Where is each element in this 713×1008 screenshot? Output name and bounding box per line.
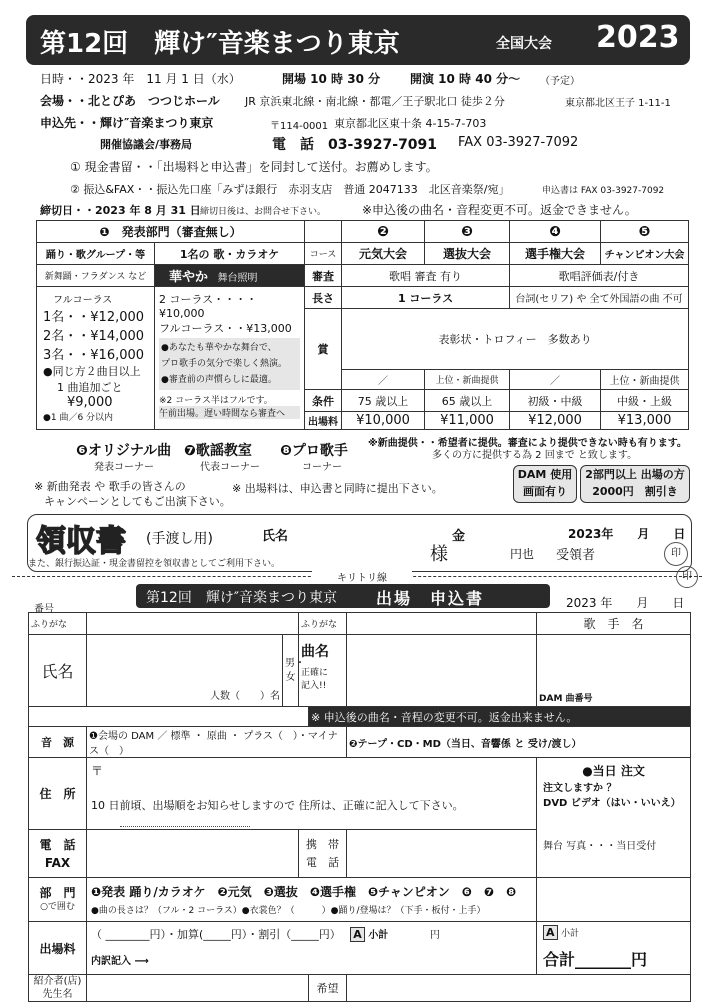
receipt-yen: 円也 bbox=[510, 547, 535, 561]
dept-sub: ●曲の長さは？（フル・2 コーラス）●衣裳色？（ ）●踊り/登場は？（下手・板付・上手） bbox=[91, 906, 486, 916]
row-award-label: 賞 bbox=[305, 309, 342, 390]
source-option-2[interactable]: ❷テープ・CD・MD（当日、音響係 と 受け/渡し） bbox=[347, 727, 691, 758]
award-r2-4: 上位・新曲提供 bbox=[601, 370, 689, 390]
total-a-box: A bbox=[543, 925, 558, 940]
organizer: 開催協議会/事務局 bbox=[100, 138, 193, 151]
fee-4: ¥13,000 bbox=[601, 412, 689, 430]
fee-3: ¥12,000 bbox=[510, 412, 601, 430]
fax-label: FAX bbox=[44, 855, 71, 870]
receipt-sama: 様 bbox=[430, 544, 448, 565]
dam-label: DAM 曲番号 bbox=[539, 694, 593, 704]
deadline: 締切日・・2023 年 8 月 31 日 bbox=[40, 204, 201, 217]
discount-badge: 2部門以上 出場の方 2000円 割引き bbox=[580, 465, 690, 503]
receipt-note: また、銀行振込証・現金書留控を領収書としてご利用下さい。 bbox=[28, 559, 281, 569]
furigana-label: ふりがな bbox=[29, 613, 87, 635]
level-genki: 元気大会 bbox=[342, 243, 425, 265]
award-r2-1: ／ bbox=[342, 370, 425, 390]
venue-access: JR 京浜東北線・南北線・都電／王子駅北口 徒歩２分 bbox=[245, 95, 505, 108]
singer-label: 歌 手 名 bbox=[537, 613, 691, 635]
award-r2-2: 上位・新曲提供 bbox=[425, 370, 510, 390]
receipt-seal: 印 bbox=[664, 542, 688, 566]
cat6-label: ❻オリジナル曲 bbox=[76, 443, 172, 459]
song-label: 曲名 bbox=[301, 644, 329, 660]
door-open: 開場 10 時 30 分 bbox=[282, 72, 381, 86]
persons-label: 人数（ ）名 bbox=[210, 691, 280, 702]
address-note: 10 日前頃、出場順をお知らせしますので 住所は、正確に記入して下さい。 bbox=[91, 799, 464, 812]
award-c1: 表彰状・トロフィー 多数あり bbox=[342, 309, 689, 370]
cat7-sub: 代表コーナー bbox=[200, 462, 260, 473]
receipt-date: 2023年 月 日 bbox=[568, 527, 686, 541]
day-of-title: ●当日 注文 bbox=[582, 764, 645, 778]
cut-line-label: キリトリ線 bbox=[312, 569, 412, 584]
phone-dotted-line bbox=[120, 826, 250, 827]
furigana-input[interactable] bbox=[87, 613, 299, 635]
course-label: コース bbox=[305, 243, 342, 265]
cond-2: 65 歳以上 bbox=[425, 390, 510, 412]
solo-desc-3: ●審査前の声慣らしに最適。 bbox=[161, 375, 277, 385]
introducer-input[interactable] bbox=[87, 975, 309, 1002]
source-option-1[interactable]: ❶会場の DAM ／ 標準 ・ 原曲 ・ プラス（ ）・マイナス（ ） bbox=[87, 727, 347, 758]
dept-label-cell bbox=[29, 878, 87, 922]
name-label: 氏名 bbox=[29, 635, 87, 707]
event-subtitle: 全国大会 bbox=[496, 36, 552, 52]
price-1: 1名・・¥12,000 bbox=[43, 310, 145, 325]
apply-to: 申込先・・輝け″音楽まつり東京 bbox=[40, 116, 214, 130]
solo-note-2a: ※2 コーラス半はフルです。 bbox=[159, 396, 273, 406]
fee-subtotal: 小計 bbox=[368, 930, 389, 941]
apply-address: 東京都北区東十条 4-15-7-703 bbox=[334, 117, 487, 130]
dept-circle-note: ○で囲む bbox=[40, 901, 75, 912]
name-input[interactable] bbox=[87, 635, 283, 707]
method-fax: 申込書は FAX 03-3927-7092 bbox=[542, 186, 665, 196]
application-form bbox=[28, 612, 691, 1002]
event-title: 第12回 輝け″音楽まつり東京 bbox=[40, 29, 400, 59]
presentation-header: ❶ 発表部門（審査無し） bbox=[37, 221, 305, 243]
length-c2: 台詞(セリフ) や 全て外国語の曲 不可 bbox=[510, 287, 689, 309]
odori-label: 踊り・歌グループ・等 bbox=[37, 243, 155, 265]
song-label-cell bbox=[299, 635, 347, 707]
new-song-note-1: ※新曲提供・・希望者に提供。審査により提供できない時も有ります。 bbox=[368, 438, 687, 449]
mobile-input[interactable] bbox=[347, 830, 537, 878]
address-label: 住 所 bbox=[29, 758, 87, 830]
per-song: 1 曲追加ごと bbox=[57, 381, 123, 394]
change-notice: ※ 申込後の曲名・音程の変更不可。返金出来ません。 bbox=[309, 707, 691, 727]
stage-light-label: 舞台照明 bbox=[217, 273, 258, 284]
row-judging-label: 審査 bbox=[305, 265, 342, 287]
dept-label: 部 門 bbox=[39, 885, 76, 900]
campaign-note-2: キャンペーンとしてもご出演下さい。 bbox=[44, 495, 231, 508]
fee-label: 出場料 bbox=[29, 922, 87, 975]
solo-price-cell bbox=[155, 287, 305, 430]
level-num-3: ❸ bbox=[425, 221, 510, 243]
level-senbatsu: 選抜大会 bbox=[425, 243, 510, 265]
day-of-q: 注文しますか ？ bbox=[543, 783, 617, 794]
solo-note-2b: 午前出場。遅い時間なら審査へ bbox=[159, 406, 300, 419]
receipt-seal-2: 印 bbox=[676, 566, 698, 588]
no-change-notice: ※申込後の曲名・音程変更不可。返金できません。 bbox=[362, 203, 637, 217]
phone-number: 電 話 03-3927-7091 bbox=[272, 137, 438, 153]
two-chorus-price: 2 コーラス・・・・¥10,000 bbox=[159, 293, 258, 320]
cat6-sub: 発表コーナー bbox=[94, 462, 154, 473]
song-input[interactable] bbox=[347, 635, 537, 707]
total-subtotal: 小計 bbox=[561, 929, 580, 939]
price-3: 3名・・¥16,000 bbox=[43, 348, 145, 363]
new-song-note-2: 多くの方に提供する為 2 回まで と致します。 bbox=[432, 450, 638, 461]
submit-note: ※ 出場料は、申込書と同時に提出下さい。 bbox=[232, 482, 443, 495]
fee-2: ¥11,000 bbox=[425, 412, 510, 430]
row-condition-label: 条件 bbox=[305, 390, 342, 412]
start-note: （予定） bbox=[540, 76, 580, 87]
fee-input[interactable] bbox=[87, 922, 537, 975]
level-num-2: ❷ bbox=[342, 221, 425, 243]
day-of-order-cell bbox=[537, 758, 691, 878]
fee-a-box: A bbox=[350, 927, 365, 942]
cond-4: 中級・上級 bbox=[601, 390, 689, 412]
phone-label: 電 話 bbox=[39, 837, 76, 852]
length-c1: 1 コーラス bbox=[342, 287, 510, 309]
hanayaka-label: 華やか bbox=[169, 270, 209, 285]
fee-yen: 円 bbox=[429, 930, 440, 941]
hanayaka-cell bbox=[155, 265, 305, 287]
form-title-left: 第12回 輝け″音楽まつり東京 bbox=[146, 590, 338, 606]
receipt-receiver: 受領者 bbox=[556, 548, 596, 563]
form-number: 番号 bbox=[34, 604, 54, 615]
level-senshuken: 選手権大会 bbox=[510, 243, 601, 265]
grand-total: 合計_______円 bbox=[543, 950, 648, 969]
campaign-note-1: ※ 新曲発表 や 歌手の皆さんの bbox=[34, 480, 186, 493]
odori-kind: 新舞踊・フラダンス など bbox=[37, 265, 155, 287]
full-chorus-price: フルコーラス・・¥13,000 bbox=[159, 322, 292, 335]
source-label: 音 源 bbox=[29, 727, 87, 758]
row-fee-label: 出場料 bbox=[305, 412, 342, 430]
form-date: 2023 年 月 日 bbox=[566, 596, 685, 610]
price-2: 2名・・¥14,000 bbox=[43, 329, 145, 344]
row-length-label: 長さ bbox=[305, 287, 342, 309]
deadline-note: 締切日後は、お問合せ下さい。 bbox=[200, 207, 327, 217]
dept-select[interactable] bbox=[87, 878, 537, 922]
receipt-hand: (手渡し用) bbox=[146, 531, 213, 547]
level-num-4: ❹ bbox=[510, 221, 601, 243]
song-furigana-label: ふりがな bbox=[299, 613, 347, 635]
judging-c2: 歌唱評価表/付き bbox=[510, 265, 689, 287]
venue-address: 東京都北区王子 1-11-1 bbox=[565, 98, 671, 109]
show-start: 開演 10 時 40 分～ bbox=[410, 72, 521, 86]
method-bank-transfer: ② 振込&FAX・・振込先口座「みずほ銀行 赤羽支店 普通 2047133 北区音楽祭/宛」 bbox=[70, 183, 510, 196]
fax-number: FAX 03-3927-7092 bbox=[458, 135, 579, 150]
wish-input[interactable] bbox=[347, 975, 691, 1002]
full-chorus-head: フルコーラス bbox=[53, 295, 113, 306]
level-champion: チャンピオン大会 bbox=[601, 243, 689, 265]
fee-1: ¥10,000 bbox=[342, 412, 425, 430]
receipt-title: 領収書 bbox=[36, 524, 126, 559]
dept-items: ❶発表 踊り/カラオケ ❷元気 ❸選抜 ❹選手権 ❺チャンピオン ❻ ❼ ❽ bbox=[91, 885, 517, 899]
wish-label: 希望 bbox=[309, 975, 347, 1002]
tel-label: 電 話 bbox=[306, 855, 339, 869]
day-of-dvd[interactable]: DVD ビデオ（はい・いいえ） bbox=[543, 798, 681, 809]
apply-zip: 〒114-0001 bbox=[270, 121, 329, 132]
solo-desc-1: ●あなたも華やかな舞台で、 bbox=[161, 343, 277, 353]
form-title-right: 出場 申込書 bbox=[376, 589, 485, 608]
event-date: 日時・・2023 年 11 月 1 日（水） bbox=[40, 72, 241, 86]
judging-c1: 歌唱 審査 有り bbox=[342, 265, 510, 287]
venue: 会場・・北とぴあ つつじホール bbox=[40, 94, 220, 108]
cond-3: 初級・中級 bbox=[510, 390, 601, 412]
level-num-5: ❺ bbox=[601, 221, 689, 243]
fee-line: （ ________円）・加算(_____円）・割引（_____円） bbox=[91, 928, 341, 941]
phone-fax-label bbox=[29, 830, 87, 878]
award-r2-3: ／ bbox=[510, 370, 601, 390]
gender-select[interactable]: 男・女 bbox=[283, 635, 299, 707]
one-person-label: 1名の 歌・カラオケ bbox=[155, 243, 305, 265]
method-registered-mail: ① 現金書留・・「出場料と申込書」を同封して送付。お薦めします。 bbox=[70, 160, 438, 174]
receipt-name-label: 氏名 bbox=[262, 529, 289, 544]
event-year: 2023 bbox=[596, 20, 680, 55]
category-table bbox=[36, 220, 689, 430]
cat8-label: ❽プロ歌手 bbox=[280, 443, 348, 459]
receipt-amount-label: 金 bbox=[452, 529, 466, 544]
zip-mark: 〒 bbox=[91, 764, 104, 778]
introducer-label: 紹介者(店) 先生名 bbox=[29, 975, 87, 1002]
singer-input[interactable] bbox=[537, 635, 691, 707]
total-input[interactable] bbox=[537, 922, 691, 975]
song-furigana-input[interactable] bbox=[347, 613, 537, 635]
group-price-cell bbox=[37, 287, 155, 430]
dam-badge: DAM 使用 画面有り bbox=[513, 465, 577, 503]
solo-desc-box bbox=[159, 338, 300, 390]
same-group: ●同じ方２曲目以上 bbox=[43, 365, 141, 378]
cond-1: 75 歳以上 bbox=[342, 390, 425, 412]
fee-breakdown: 内訳記入 ⟶ bbox=[91, 956, 149, 967]
one-song-limit: ●1 曲／6 分以内 bbox=[43, 413, 114, 423]
correct-note: 正確に 記入!! bbox=[301, 668, 329, 691]
phone-input[interactable] bbox=[87, 830, 299, 878]
cat7-label: ❼歌謡教室 bbox=[184, 443, 252, 459]
per-song-price: ¥9,000 bbox=[67, 395, 113, 410]
mobile-label-cell bbox=[299, 830, 347, 878]
solo-desc-2: プロ歌手の気分で楽しく熱演。 bbox=[161, 359, 288, 369]
day-of-photo: 舞台 写真・・・当日受付 bbox=[543, 841, 657, 852]
address-input[interactable] bbox=[87, 758, 537, 830]
mobile-label: 携 帯 bbox=[306, 837, 339, 851]
cat8-sub: コーナー bbox=[302, 462, 342, 473]
